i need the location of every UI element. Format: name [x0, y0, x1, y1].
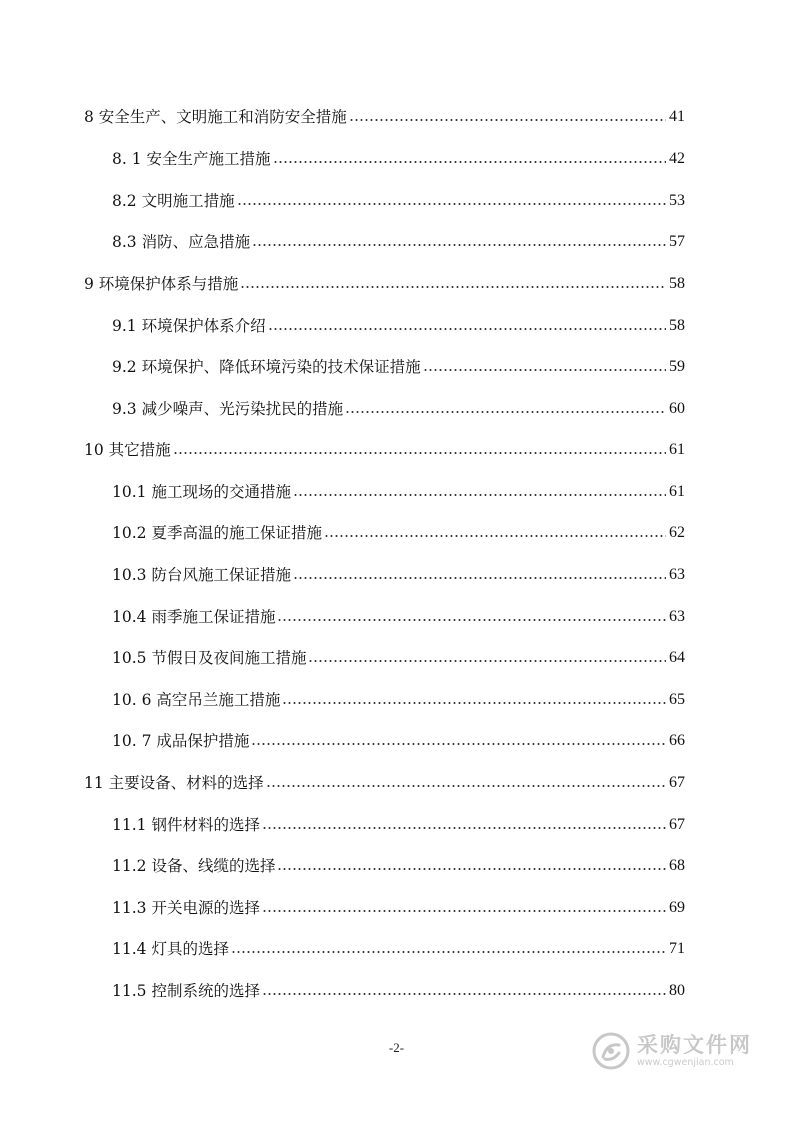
toc-entry[interactable]	[112, 729, 685, 753]
toc-leader-dots	[262, 910, 666, 912]
toc-entry-label: 9.3 减少噪声、光污染扰民的措施	[112, 400, 344, 418]
toc-entry-label: 10. 6 高空吊兰施工措施	[112, 691, 281, 709]
toc-entry[interactable]	[84, 105, 685, 129]
toc-entry[interactable]	[112, 896, 685, 920]
toc-leader-dots	[231, 951, 666, 953]
toc-entry-label: 8.3 消防、应急措施	[112, 233, 251, 251]
toc-entry-label: 10.4 雨季施工保证措施	[112, 608, 276, 626]
toc-entry[interactable]	[112, 147, 685, 171]
toc-entry-page: 69	[669, 899, 685, 916]
toc-leader-dots	[423, 369, 666, 371]
toc-entry[interactable]	[84, 438, 685, 462]
toc-leader-dots	[268, 328, 666, 330]
toc-entry-page: 57	[669, 233, 685, 250]
toc-leader-dots	[252, 244, 666, 246]
toc-entry-label: 11.3 开关电源的选择	[112, 899, 260, 917]
toc-leader-dots	[308, 660, 666, 662]
toc-entry-label: 8. 1 安全生产施工措施	[112, 150, 271, 168]
toc-leader-dots	[324, 535, 666, 537]
toc-entry-label: 8 安全生产、文明施工和消防安全措施	[84, 108, 347, 126]
toc-entry-label: 9.2 环境保护、降低环境污染的技术保证措施	[112, 358, 421, 376]
toc-entry-page: 58	[669, 275, 685, 292]
toc-entry-page: 60	[669, 400, 685, 417]
toc-entry-page: 42	[669, 150, 685, 167]
toc-entry-label: 11 主要设备、材料的选择	[84, 774, 264, 792]
toc-leader-dots	[240, 286, 666, 288]
toc-entry-label: 10.5 节假日及夜间施工措施	[112, 649, 307, 667]
toc-entry[interactable]	[84, 272, 685, 296]
toc-leader-dots	[262, 993, 666, 995]
page-number: -2-	[388, 1040, 405, 1055]
toc-entry-label: 11.4 灯具的选择	[112, 940, 229, 958]
toc-entry-label: 11.1 钢件材料的选择	[112, 816, 260, 834]
toc-entry-label: 10.1 施工现场的交通措施	[112, 483, 291, 501]
toc-entry-label: 10.3 防台风施工保证措施	[112, 566, 291, 584]
toc-entry-page: 59	[669, 358, 685, 375]
toc-entry[interactable]	[112, 230, 685, 254]
toc-entry-label: 9.1 环境保护体系介绍	[112, 317, 266, 335]
toc-entry[interactable]	[112, 397, 685, 421]
watermark-title: 采购文件网	[637, 1033, 752, 1057]
toc-entry[interactable]	[112, 480, 685, 504]
toc-leader-dots	[251, 743, 666, 745]
toc-entry-page: 58	[669, 317, 685, 334]
toc-entry-page: 66	[669, 732, 685, 749]
cgwenjian-logo-icon	[591, 1031, 631, 1071]
toc-entry-label: 10 其它措施	[84, 441, 171, 459]
toc-entry-page: 71	[669, 940, 685, 957]
toc-leader-dots	[293, 577, 666, 579]
toc-entry-label: 11.2 设备、线缆的选择	[112, 857, 276, 875]
toc-entry-page: 61	[669, 483, 685, 500]
toc-entry-page: 62	[669, 524, 685, 541]
toc-leader-dots	[277, 619, 666, 621]
toc-entry[interactable]	[112, 521, 685, 545]
toc-leader-dots	[173, 452, 666, 454]
toc-entry-page: 63	[669, 566, 685, 583]
toc-entry[interactable]	[112, 979, 685, 1003]
toc-entry[interactable]	[112, 813, 685, 837]
toc-entry-page: 67	[669, 774, 685, 791]
toc-entry-page: 53	[669, 192, 685, 209]
toc-entry-page: 65	[669, 691, 685, 708]
toc-entry-label: 10. 7 成品保护措施	[112, 732, 250, 750]
toc-leader-dots	[345, 411, 666, 413]
watermark-url: www.cgwenjian.com	[637, 1057, 734, 1068]
toc-entry-label: 11.5 控制系统的选择	[112, 982, 260, 1000]
toc-entry[interactable]	[84, 771, 685, 795]
toc-entry-page: 68	[669, 857, 685, 874]
toc-entry-label: 9 环境保护体系与措施	[84, 275, 239, 293]
toc-entry[interactable]	[112, 937, 685, 961]
toc-entry[interactable]	[112, 646, 685, 670]
toc-entry-page: 61	[669, 441, 685, 458]
toc-entry-label: 10.2 夏季高温的施工保证措施	[112, 524, 322, 542]
toc-leader-dots	[293, 494, 666, 496]
watermark-text	[637, 1033, 752, 1069]
toc-entry-label: 8.2 文明施工措施	[112, 192, 235, 210]
toc-entry-page: 80	[669, 982, 685, 999]
toc-entry[interactable]	[112, 355, 685, 379]
toc-entry-page: 64	[669, 649, 685, 666]
toc-leader-dots	[273, 161, 666, 163]
toc-entry[interactable]	[112, 688, 685, 712]
watermark	[591, 1027, 761, 1075]
toc-entry[interactable]	[112, 189, 685, 213]
toc-entry[interactable]	[112, 314, 685, 338]
toc-leader-dots	[262, 827, 666, 829]
toc-entry[interactable]	[112, 605, 685, 629]
toc-entry-page: 67	[669, 816, 685, 833]
toc-leader-dots	[282, 702, 666, 704]
toc-entry[interactable]	[112, 563, 685, 587]
toc-entry[interactable]	[112, 854, 685, 878]
toc-entry-page: 41	[669, 108, 685, 125]
toc-leader-dots	[277, 868, 666, 870]
toc-leader-dots	[237, 203, 666, 205]
toc-entry-page: 63	[669, 608, 685, 625]
toc-leader-dots	[266, 785, 666, 787]
toc-leader-dots	[349, 119, 666, 121]
